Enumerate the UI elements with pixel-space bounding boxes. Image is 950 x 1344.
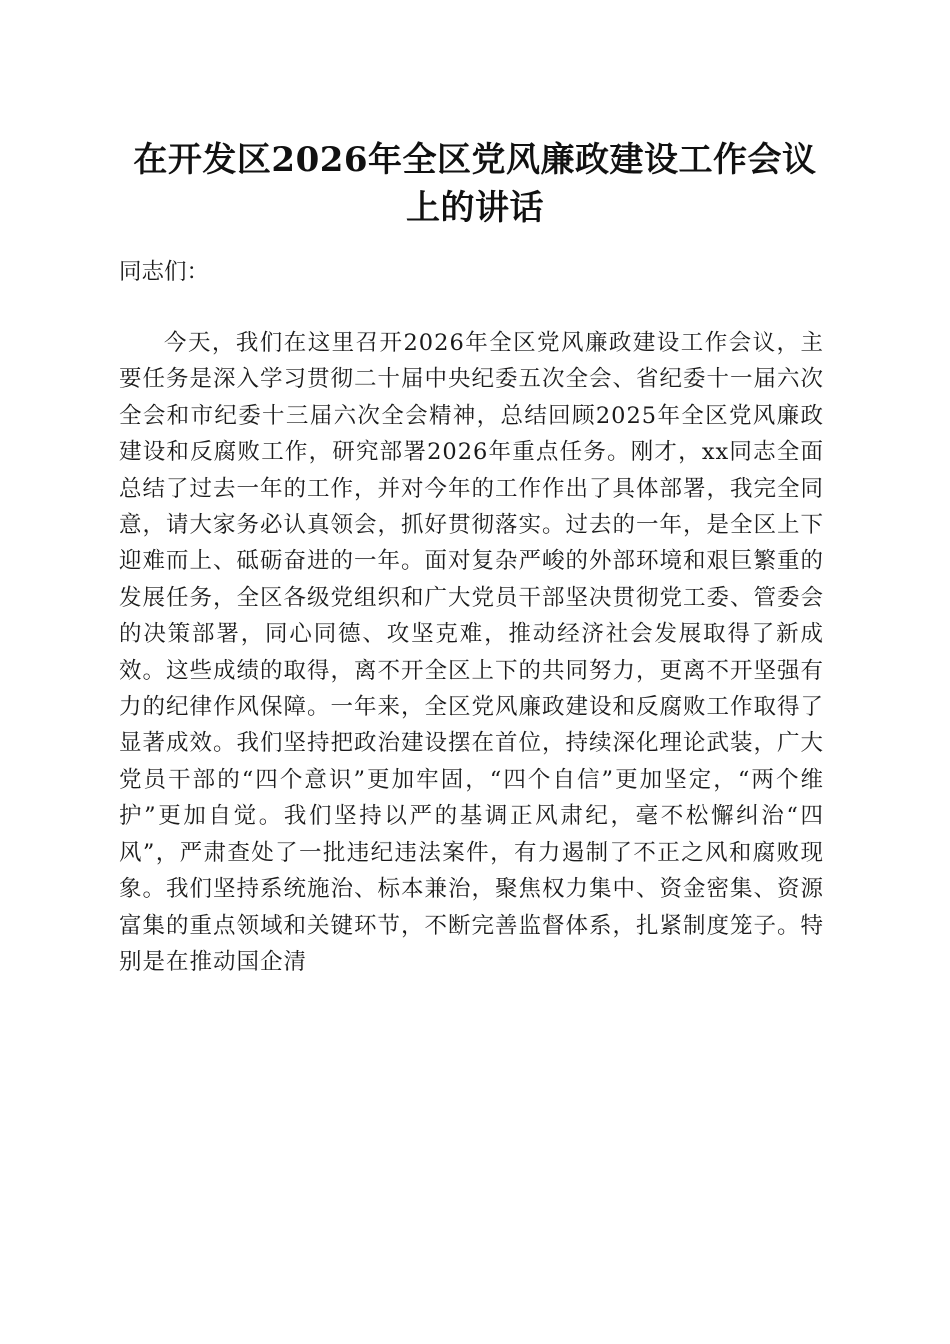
title-line-2: 上的讲话 bbox=[406, 188, 544, 228]
title-line-1: 在开发区2026年全区党风廉政建设工作会议 bbox=[133, 140, 817, 180]
body-paragraph: 今天，我们在这里召开2026年全区党风廉政建设工作会议，主要任务是深入学习贯彻二十届中央纪委五次全会、省纪委十一届六次全会和市纪委十三届六次全会精神，总结回顾2025年全区党风廉政建设和反腐败工作，研究部署2026年重点任务。刚才，xx同志全面总结了过去一年的工作，并对今年的工作作出了具体部署，我完全同意，请大家务必认真领会，抓好贯彻落实。过去的一年，是全区上下迎难而上、砥砺奋进的一年。面对复杂严峻的外部环境和艰巨繁重的发展任务，全区各级党组织和广大党员干部坚决贯彻党工委、管委会的决策部署，同心同德、攻坚克难，推动经济社会发展取得了新成效。这些成绩的取得，离不开全区上下的共同努力，更离不开坚强有力的纪律作风保障。一年来，全区党风廉政建设和反腐败工作取得了显著成效。我们坚持把政治建设摆在首位，持续深化理论武装，广大党员干部的“四个意识”更加牢固，“四个自信”更加坚定，“两个维护”更加自觉。我们坚持以严的基调正风肃纪，毫不松懈纠治“四风”，严肃查处了一批违纪违法案件，有力遏制了不正之风和腐败现象。我们坚持系统施治、标本兼治，聚焦权力集中、资金密集、资源富集的重点领域和关键环节，不断完善监督体系，扎紧制度笼子。特别是在推动国企清 bbox=[119, 330, 825, 975]
document-title bbox=[110, 136, 840, 232]
salutation: 同志们： bbox=[119, 259, 210, 285]
